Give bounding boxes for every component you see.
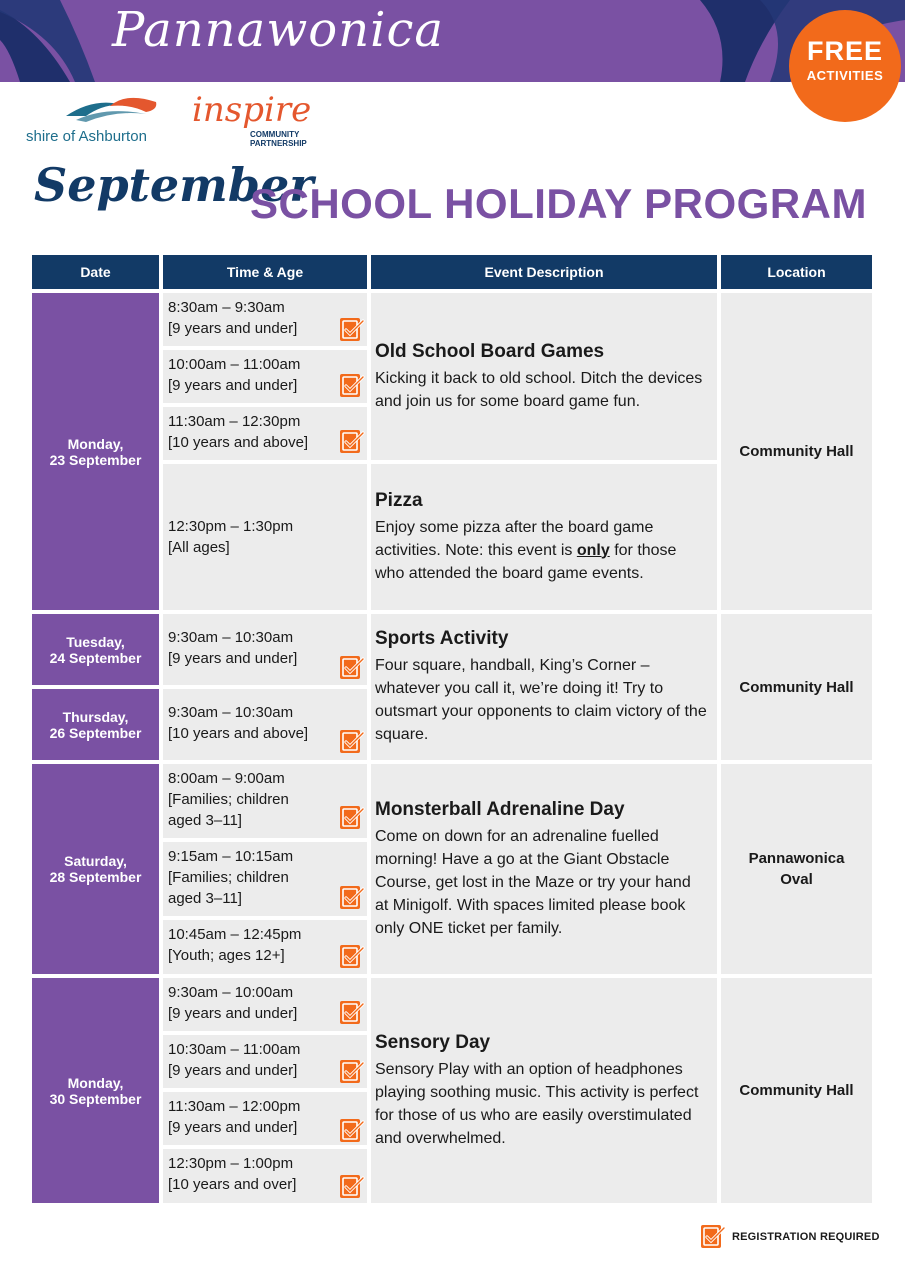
location-line2: Oval	[780, 871, 813, 888]
age-range-cont: aged 3–11]	[168, 812, 242, 829]
location-community-hall: Community Hall	[721, 614, 872, 760]
header-location: Location	[721, 255, 872, 289]
shire-wave-icon	[26, 92, 166, 128]
inspire-logo	[192, 92, 322, 152]
time-slot	[163, 978, 367, 1031]
event-pizza	[371, 464, 717, 610]
event-title: Sports Activity	[375, 628, 509, 649]
time-slot	[163, 842, 367, 916]
age-range: [Families; children	[168, 791, 289, 808]
registration-required-icon	[339, 655, 365, 681]
date-day: Tuesday,	[66, 633, 125, 650]
event-description	[375, 516, 707, 585]
shire-logo-text: shire of Ashburton	[26, 128, 147, 145]
registration-required-icon	[339, 1000, 365, 1026]
pizza-text-emphasis: only	[576, 541, 610, 559]
date-day: Thursday,	[62, 708, 129, 725]
time-slot	[163, 350, 367, 403]
inspire-sub-partnership: PARTNERSHIP	[250, 139, 307, 148]
event-title: Pizza	[375, 489, 423, 511]
event-sports	[371, 614, 717, 760]
location-community-hall: Community Hall	[721, 978, 872, 1203]
registration-required-icon	[339, 1118, 365, 1144]
inspire-logo-word: inspire	[192, 90, 312, 130]
age-range: [9 years and under]	[168, 320, 298, 337]
registration-required-icon	[339, 885, 365, 911]
age-range: [9 years and under]	[168, 1005, 298, 1022]
free-activities-badge	[789, 10, 901, 122]
time-range: 10:00am – 11:00am	[168, 356, 301, 373]
time-range: 9:30am – 10:00am	[168, 984, 294, 1001]
event-description: Four square, handball, King’s Corner – whatever you call it, we’re doing it! Try to outsmart your opponents to claim victory of the square.	[375, 657, 707, 743]
time-range: 11:30am – 12:00pm	[168, 1098, 301, 1115]
badge-free-text: FREE	[806, 36, 883, 66]
town-name: Pannawonica	[112, 2, 444, 58]
time-range: 11:30am – 12:30pm	[168, 413, 301, 430]
age-range: [Youth; ages 12+]	[168, 947, 285, 964]
event-board-games	[371, 293, 717, 460]
event-title: Monsterball Adrenaline Day	[375, 798, 625, 820]
time-slot	[163, 1092, 367, 1145]
date-value: 26 September	[49, 724, 142, 741]
location-community-hall: Community Hall	[721, 293, 872, 610]
time-range: 9:30am – 10:30am	[168, 704, 294, 721]
legend-label: REGISTRATION REQUIRED	[732, 1231, 880, 1243]
time-range: 12:30pm – 1:00pm	[168, 1155, 294, 1172]
date-value: 30 September	[49, 1090, 142, 1107]
shire-of-ashburton-logo	[26, 92, 166, 148]
time-slot	[163, 1035, 367, 1088]
event-title: Sensory Day	[375, 1031, 491, 1053]
date-monday-23	[32, 293, 159, 610]
date-value: 24 September	[49, 649, 142, 666]
title-month: September	[34, 158, 314, 212]
date-value: 23 September	[49, 451, 142, 468]
time-slot	[163, 407, 367, 460]
registration-required-icon	[339, 373, 365, 399]
pizza-text-start: Enjoy some pizza after the board game activities. Note: this event is	[375, 518, 654, 559]
time-slot	[163, 293, 367, 346]
age-range: [All ages]	[168, 539, 230, 556]
age-range: [9 years and under]	[168, 1062, 298, 1079]
time-range: 8:00am – 9:00am	[168, 770, 285, 787]
registration-required-icon	[339, 729, 365, 755]
header-date: Date	[32, 255, 159, 289]
event-title: Old School Board Games	[375, 340, 605, 362]
pizza-text-end: for those who attended the board game events.	[375, 541, 677, 582]
age-range: [10 years and above]	[168, 725, 309, 742]
page-title: SCHOOL HOLIDAY PROGRAM	[250, 180, 867, 227]
location-pannawonica-oval	[721, 764, 872, 974]
age-range: [9 years and under]	[168, 1119, 298, 1136]
event-monsterball	[371, 764, 717, 974]
event-description: Sensory Play with an option of headphones playing soothing music. This activity is perfect for those of us who are easily overstimulated and overwhelmed.	[375, 1060, 699, 1147]
location-line1: Pannawonica	[748, 850, 845, 867]
registration-required-icon	[339, 944, 365, 970]
registration-required-icon	[700, 1224, 726, 1250]
inspire-logo-subtitle	[250, 130, 307, 148]
registration-required-icon	[339, 805, 365, 831]
registration-required-icon	[339, 429, 365, 455]
time-range: 10:30am – 11:00am	[168, 1041, 301, 1058]
badge-activities-text: ACTIVITIES	[806, 68, 884, 83]
age-range-cont: aged 3–11]	[168, 890, 242, 907]
header-time: Time & Age	[163, 255, 367, 289]
date-monday-30	[32, 978, 159, 1203]
registration-legend	[700, 1224, 880, 1250]
date-day: Monday,	[67, 435, 124, 452]
time-range: 9:30am – 10:30am	[168, 629, 294, 646]
date-value: 28 September	[49, 869, 142, 885]
registration-required-icon	[339, 317, 365, 343]
inspire-sub-community: COMMUNITY	[250, 130, 300, 139]
time-slot	[163, 464, 367, 610]
date-tuesday-24	[32, 614, 159, 685]
date-saturday-28	[32, 764, 159, 974]
time-slot	[163, 920, 367, 974]
header-banner	[0, 0, 905, 82]
time-slot	[163, 689, 367, 760]
time-slot	[163, 614, 367, 685]
event-description: Come on down for an adrenaline fuelled morning! Have a go at the Giant Obstacle Course, get lost in the Maze or try your hand at Minigolf. With spaces limited please book only ONE ticket per family.	[375, 827, 691, 937]
date-day: Monday,	[67, 1074, 124, 1091]
header-event: Event Description	[371, 255, 717, 289]
time-slot	[163, 1149, 367, 1203]
age-range: [Families; children	[168, 869, 289, 886]
date-day: Saturday,	[64, 853, 127, 869]
age-range: [9 years and under]	[168, 377, 298, 394]
time-slot	[163, 764, 367, 838]
time-range: 10:45am – 12:45pm	[168, 926, 302, 943]
time-range: 8:30am – 9:30am	[168, 299, 285, 316]
event-description: Kicking it back to old school. Ditch the devices and join us for some board game fun.	[375, 369, 703, 410]
time-range: 12:30pm – 1:30pm	[168, 518, 294, 535]
age-range: [9 years and under]	[168, 650, 298, 667]
time-range: 9:15am – 10:15am	[168, 848, 294, 865]
age-range: [10 years and over]	[168, 1176, 297, 1193]
registration-required-icon	[339, 1059, 365, 1085]
registration-required-icon	[339, 1174, 365, 1200]
age-range: [10 years and above]	[168, 434, 309, 451]
date-thursday-26	[32, 689, 159, 760]
event-sensory	[371, 978, 717, 1203]
